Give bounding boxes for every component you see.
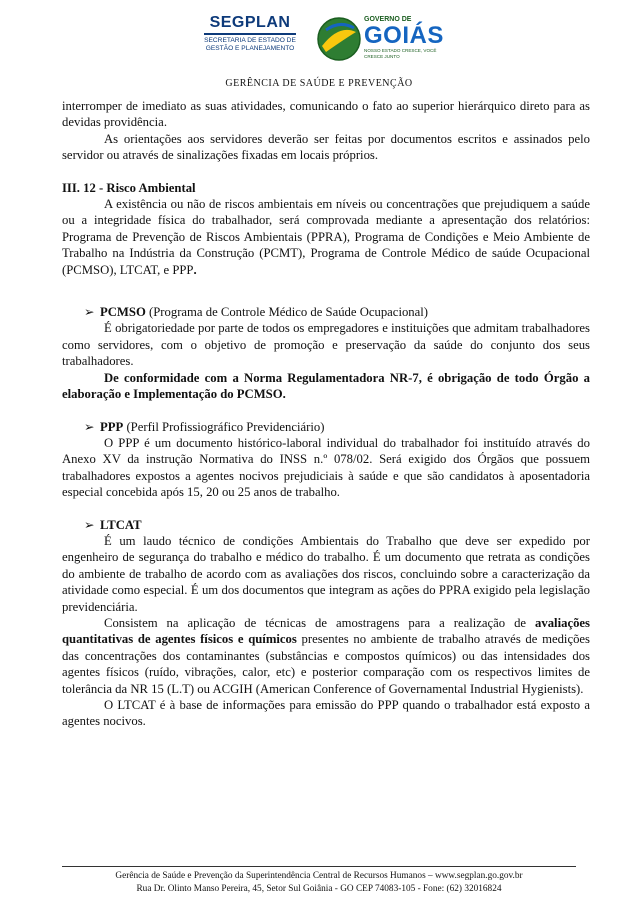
segplan-subtitle-2: GESTÃO E PLANEJAMENTO	[205, 45, 295, 52]
footer-line-1: Gerência de Saúde e Prevenção da Superintendência Central de Recursos Humanos – www.segplan.go.gov.br	[115, 871, 523, 881]
spacer	[62, 164, 590, 180]
spacer	[62, 501, 590, 517]
goias-logo	[316, 12, 452, 68]
goias-big-label: GOIÁS	[364, 22, 444, 49]
goias-emblem-icon	[316, 16, 362, 62]
paragraph-text: A existência ou não de riscos ambientais em níveis ou concentrações que prejudiquem a saúde ou a integridade física do trabalhador, será comprovada mediante a apresentação dos relatórios: Programa de Prevenção de Riscos Ambientais (PPRA), Programa de Condições e Meio Ambiente de Trabalho na Indústria da Construção (PCMT), Programa de Controle Médico de saúde Ocupacional (PCMSO), LTCAT, e PPP	[62, 197, 590, 277]
paragraph: O PPP é um documento histórico-laboral individual do trabalhador foi instituído através do Anexo XV da instrução Normativa do INSS n.º 078/02. Será exigido dos Órgãos que possuem trabalhadores expostos a agentes nocivos prejudiciais à saúde e que são candidatos à aposentadoria especial concebida após 15, 20 ou 25 anos de trabalho.	[62, 435, 590, 500]
segplan-name: SEGPLAN	[209, 14, 291, 31]
goias-wordmark	[364, 16, 452, 60]
bold-paragraph-text: De conformidade com a Norma Regulamentadora NR-7, é obrigação de todo Órgão a elaboração e Implementação do PCMSO.	[62, 370, 590, 402]
goias-tagline: NOSSO ESTADO CRESCE, VOCÊ CRESCE JUNTO	[364, 48, 437, 59]
paragraph	[62, 615, 590, 697]
bullet-item-ltcat	[84, 517, 590, 533]
paragraph-end: .	[193, 262, 197, 277]
bullet-item-pcmso	[84, 304, 590, 320]
bullet-title: LTCAT	[100, 517, 142, 532]
paragraph: É obrigatoriedade por parte de todos os empregadores e instituições que admitam trabalhadores como servidores, com o objetivo de promoção e preservação da saúde do conjunto dos seus trabalhadores.	[62, 321, 590, 369]
segplan-rule	[204, 33, 296, 35]
arrow-bullet-icon: ➢	[84, 305, 95, 320]
bullet-text	[100, 304, 428, 320]
section-heading-text: III. 12 - Risco Ambiental	[62, 180, 196, 195]
footer-divider	[62, 866, 576, 867]
paragraph: O LTCAT é à base de informações para emissão do PPP quando o trabalhador está exposto a agentes nocivos.	[62, 698, 590, 729]
paragraph	[62, 370, 590, 403]
page-footer	[62, 870, 576, 895]
segplan-subtitle-1: SECRETARIA DE ESTADO DE	[204, 37, 296, 44]
bullet-text	[100, 419, 324, 435]
paragraph	[62, 196, 590, 278]
bullet-desc: (Perfil Profissiográfico Previdenciário)	[123, 419, 325, 434]
arrow-bullet-icon: ➢	[84, 419, 95, 434]
bullet-title: PCMSO	[100, 305, 146, 320]
paragraph-text: presentes no ambiente de trabalho através de medições das concentrações dos contaminantes (substâncias e compostos químicos) ou das intensidades dos agentes físicos (ruído, vibrações, calor, etc) e posterior comparação com os respectivos limites de tolerância da NR 15 (L.T) ou ACGIH (American Conference of Governamental Industrial Hygienists).	[62, 632, 590, 696]
document-body	[62, 98, 590, 730]
department-title: GERÊNCIA DE SAÚDE E PREVENÇÃO	[225, 78, 413, 89]
arrow-bullet-icon: ➢	[84, 517, 95, 532]
footer-line-2: Rua Dr. Olinto Manso Pereira, 45, Setor Sul Goiânia - GO CEP 74083-105 - Fone: (62) 32016824	[136, 883, 502, 894]
spacer	[62, 403, 590, 419]
bullet-desc: (Programa de Controle Médico de Saúde Ocupacional)	[145, 305, 429, 320]
section-heading	[62, 180, 590, 196]
bullet-title: PPP	[100, 419, 124, 434]
paragraph-text: Consistem na aplicação de técnicas de amostragens para a realização de	[104, 615, 536, 630]
paragraph: interromper de imediato as suas atividades, comunicando o fato ao superior hierárquico direto para as devidas providência.	[62, 99, 590, 130]
paragraph: É um laudo técnico de condições Ambientais do Trabalho que deve ser expedido por engenheiro de segurança do trabalho e médico do trabalho. É um documento que retrata as condições do ambiente de trabalho de acordo com as avaliações dos riscos, concluindo sobre a caracterização da atividade como especial. É um dos documentos que integram as ações do PPRA exigido pela legislação previdenciária.	[62, 533, 590, 614]
page-header	[0, 8, 638, 74]
paragraph: As orientações aos servidores deverão ser feitas por documentos escritos e assinados pelo servidor ou através de sinalizações fixadas em locais próprios.	[62, 131, 590, 163]
bullet-item-ppp	[84, 419, 590, 435]
goias-small-label: GOVERNO DE	[364, 16, 412, 23]
segplan-logo	[196, 14, 304, 68]
bold-inline-text: avaliações quantitativas de agentes físicos e químicos	[62, 615, 590, 647]
spacer	[62, 278, 590, 304]
